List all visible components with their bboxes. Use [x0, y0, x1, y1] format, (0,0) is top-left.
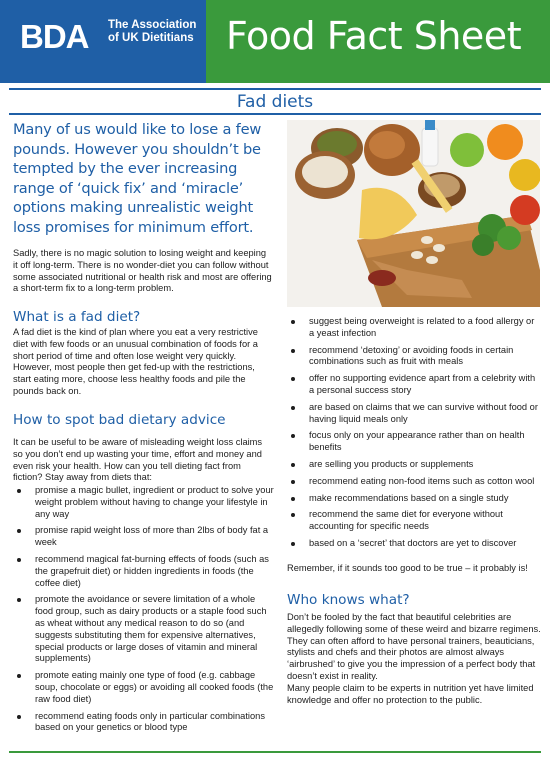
- who-body: [287, 612, 541, 706]
- list-item: focus only on your appearance rather than on health benefits: [287, 430, 539, 454]
- intro-paragraph: Sadly, there is no magic solution to losing weight and keeping it off long-term. There is no wonder-diet you can follow without some associated nutritional or health risk and most are offering a short-term fix to a long-term problem.: [13, 248, 272, 294]
- who-paragraph-3: Many people claim to be experts in nutrition yet have limited knowledge and offer no protection to the public.: [287, 682, 534, 705]
- spot-bullets-right: [287, 316, 539, 555]
- list-item: recommend ‘detoxing’ or avoiding foods in certain combinations such as fruit with meals: [287, 345, 539, 369]
- what-is-heading: What is a fad diet?: [13, 309, 141, 325]
- sheet-title: Food Fact Sheet: [226, 14, 522, 58]
- what-is-body: A fad diet is the kind of plan where you eat a very restrictive diet with few foods or an unusual combination of foods for a short period of time and often lose weight very quickly. However, most people then get fed-up with the restrictions, start eating more, choose less healthy foods and pile the pounds back on.: [13, 327, 258, 396]
- list-item: suggest being overweight is related to a food allergy or a yeast infection: [287, 316, 539, 340]
- remember-note: Remember, if it sounds too good to be true – it probably is!: [287, 563, 528, 573]
- header-banner: [0, 0, 550, 83]
- who-paragraph-2: They can often afford to have personal trainers, beauticians, stylists and chefs and their photos are almost always ‘airbrushed’ to give you the impression of a perfect body that doesn’t exist in reality.: [287, 635, 536, 681]
- page-title: Fad diets: [236, 92, 314, 112]
- list-item: make recommendations based on a single study: [287, 493, 539, 505]
- intro-lead: Many of us would like to lose a few pounds. However you shouldn’t be tempted by the ever increasing range of ‘quick fix’ and ‘miracle’ options making unrealistic weight loss promises for minimum effort.: [13, 121, 262, 236]
- list-item: recommend the same diet for everyone without accounting for specific needs: [287, 509, 539, 533]
- list-item: based on a ‘secret’ that doctors are yet to discover: [287, 538, 539, 550]
- list-item: offer no supporting evidence apart from a celebrity with a personal success story: [287, 373, 539, 397]
- footer-rule: [9, 751, 541, 753]
- org-name-line-2: of UK Dietitians: [108, 32, 194, 44]
- spot-bullets-left: [13, 485, 275, 739]
- spot-heading: How to spot bad dietary advice: [13, 412, 226, 428]
- list-item: promise rapid weight loss of more than 2lbs of body fat a week: [13, 525, 275, 549]
- list-item: promise a magic bullet, ingredient or product to solve your weight problem without having to change your lifestyle in any way: [13, 485, 275, 520]
- org-name: [108, 19, 196, 45]
- list-item: recommend magical fat-burning effects of foods (such as the grapefruit diet) or hidden ingredients in foods (the coffee diet): [13, 554, 275, 589]
- healthy-food-illustration: [287, 120, 540, 307]
- title-rule-top: [9, 88, 541, 90]
- list-item: are selling you products or supplements: [287, 459, 539, 471]
- list-item: promote eating mainly one type of food (e.g. cabbage soup, chocolate or eggs) or avoiding all cooked foods (the raw food diet): [13, 670, 275, 705]
- who-paragraph-1: Don’t be fooled by the fact that beautiful celebrities are allegedly following some of these weird and bizarre regimens.: [287, 612, 541, 634]
- food-photo: [287, 120, 540, 307]
- bda-logo-panel: [0, 0, 206, 83]
- org-name-line-1: The Association: [108, 19, 197, 31]
- bda-logo: BDA: [20, 18, 89, 55]
- who-heading: Who knows what?: [287, 592, 410, 608]
- list-item: recommend eating non-food items such as cotton wool: [287, 476, 539, 488]
- list-item: promote the avoidance or severe limitation of a whole food group, such as dairy products or a staple food such as wheat without any medical reason to do so (and suggests substituting them for expensive alternatives, special products or large doses of vitamin and mineral supplements): [13, 594, 275, 665]
- sheet-title-panel: [206, 0, 550, 83]
- list-item: recommend eating foods only in particular combinations based on your genetics or blood type: [13, 711, 275, 735]
- list-item: are based on claims that we can survive without food or having liquid meals only: [287, 402, 539, 426]
- title-rule-bottom: [9, 113, 541, 115]
- spot-body: It can be useful to be aware of misleading weight loss claims so you don’t end up wasting your time, effort and money and even risk your health. How can you tell dieting fact from fiction? Stay away from diets that:: [13, 437, 263, 483]
